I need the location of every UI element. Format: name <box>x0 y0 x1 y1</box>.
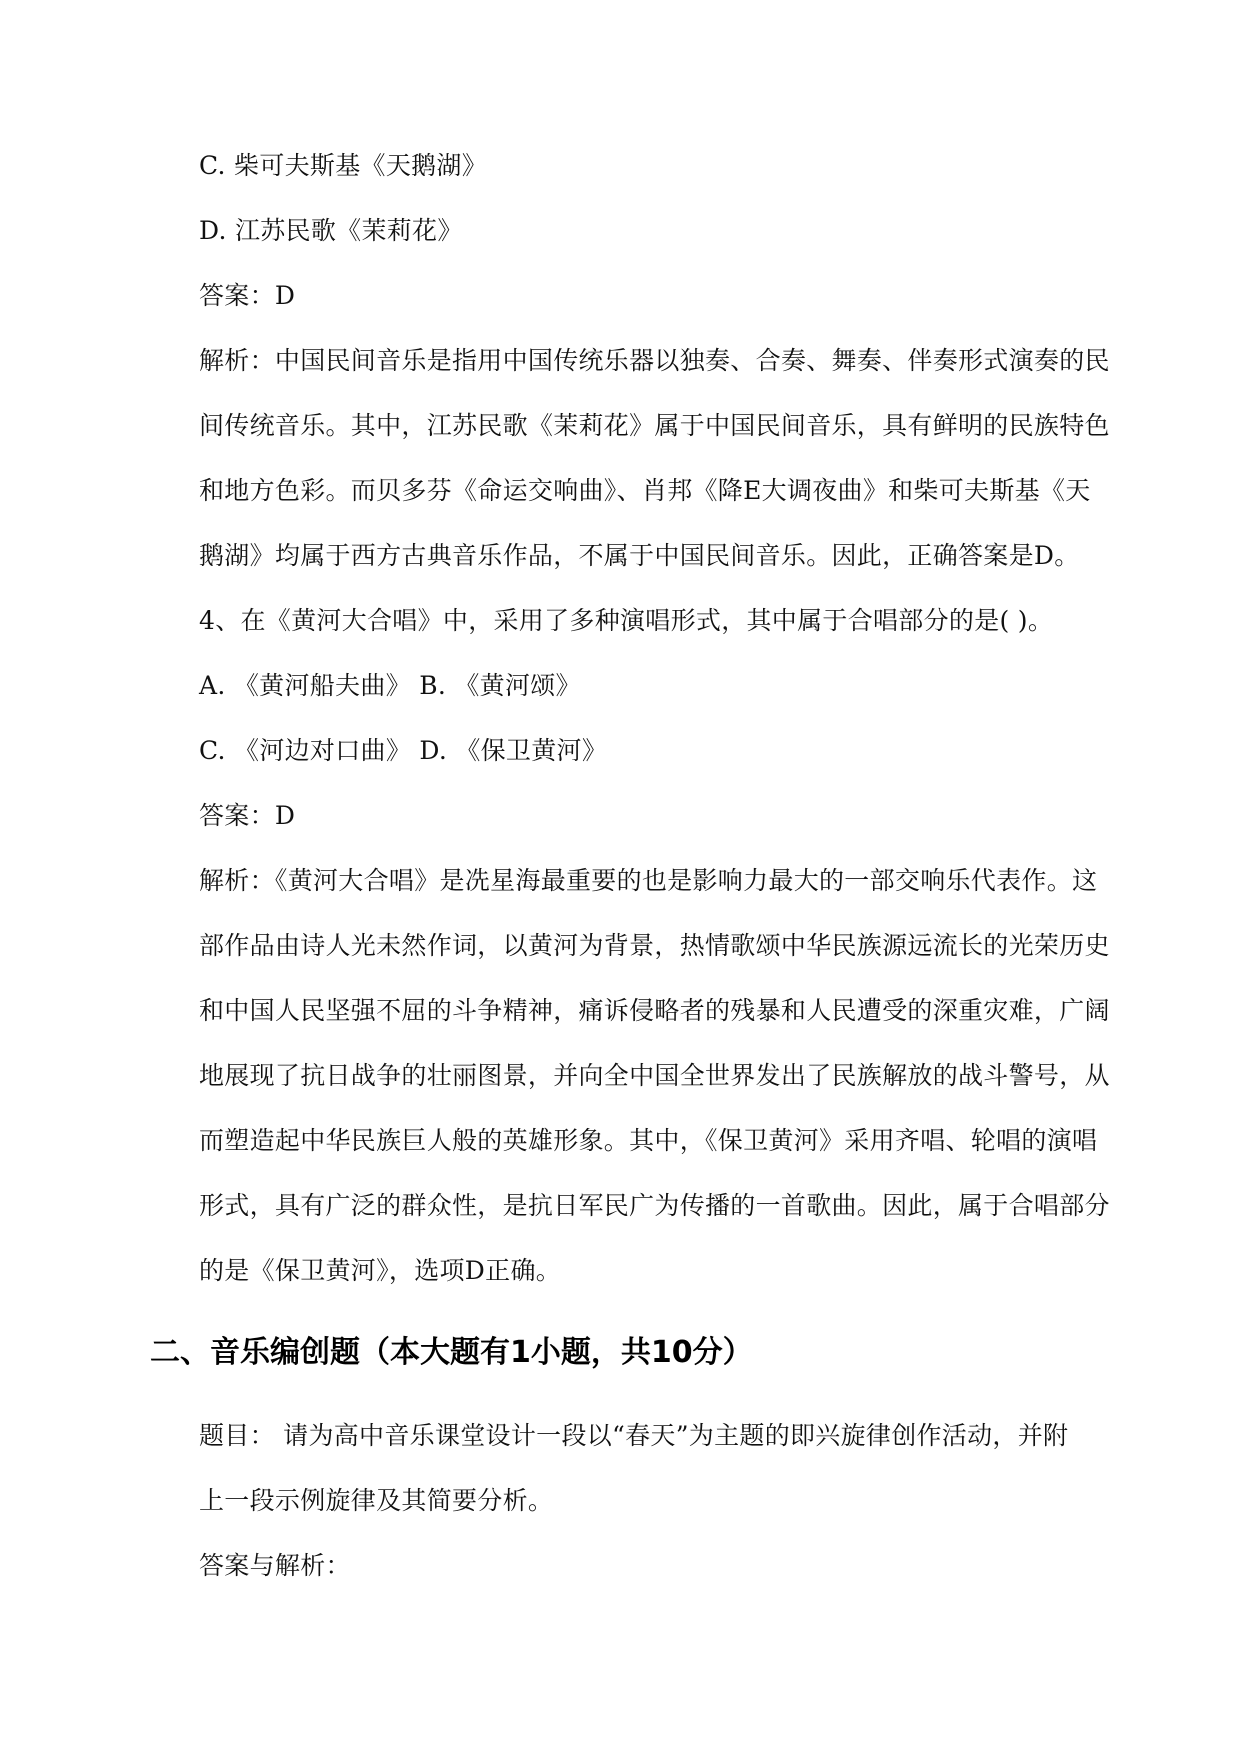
q3-analysis-line-3: 和地方色彩。而贝多芬《命运交响曲》、肖邦《降E大调夜曲》和柴可夫斯基《天 <box>199 476 1091 505</box>
q3-analysis-line-4: 鹅湖》均属于西方古典音乐作品，不属于中国民间音乐。因此，正确答案是D。 <box>199 541 1080 570</box>
q4-analysis-line-5: 而塑造起中华民族巨人般的英雄形象。其中，《保卫黄河》采用齐唱、轮唱的演唱 <box>199 1126 1098 1155</box>
q4-analysis-line-7: 的是《保卫黄河》，选项D正确。 <box>199 1256 562 1285</box>
q4-analysis-line-3: 和中国人民坚强不屈的斗争精神，痛诉侵略者的残暴和人民遭受的深重灾难，广阔 <box>199 996 1110 1025</box>
q4-options-ab: A. 《黄河船夫曲》 B. 《黄河颂》 <box>199 671 581 700</box>
q4-analysis-line-6: 形式，具有广泛的群众性，是抗日军民广为传播的一首歌曲。因此，属于合唱部分 <box>199 1191 1110 1220</box>
q3-answer: 答案：D <box>199 281 296 310</box>
q4-analysis-line-4: 地展现了抗日战争的壮丽图景，并向全中国全世界发出了民族解放的战斗警号，从 <box>199 1061 1110 1090</box>
answer-label: 答案与解析： <box>199 1551 351 1580</box>
q4-analysis-line-1: 解析：《黄河大合唱》是冼星海最重要的也是影响力最大的一部交响乐代表作。这 <box>199 866 1098 895</box>
q3-analysis-line-1: 解析：中国民间音乐是指用中国传统乐器以独奏、合奏、舞奏、伴奏形式演奏的民 <box>199 346 1110 375</box>
section-prompt-line-2: 上一段示例旋律及其简要分析。 <box>199 1486 554 1515</box>
q4-question: 4、在《黄河大合唱》中，采用了多种演唱形式，其中属于合唱部分的是( )。 <box>199 606 1054 635</box>
q4-answer: 答案：D <box>199 801 296 830</box>
q4-analysis-line-2: 部作品由诗人光未然作词，以黄河为背景，热情歌颂中华民族源远流长的光荣历史 <box>199 931 1110 960</box>
section-prompt-line-1: 题目： 请为高中音乐课堂设计一段以“春天”为主题的即兴旋律创作活动，并附 <box>199 1421 1069 1450</box>
q4-options-cd: C. 《河边对口曲》 D. 《保卫黄河》 <box>199 736 608 765</box>
q3-analysis-line-2: 间传统音乐。其中，江苏民歌《茉莉花》属于中国民间音乐，具有鲜明的民族特色 <box>199 411 1110 440</box>
section-heading: 二、音乐编创题（本大题有1小题，共10分） <box>150 1335 753 1370</box>
q3-option-c: C. 柴可夫斯基《天鹅湖》 <box>199 151 488 180</box>
q3-option-d: D. 江苏民歌《茉莉花》 <box>199 216 463 245</box>
